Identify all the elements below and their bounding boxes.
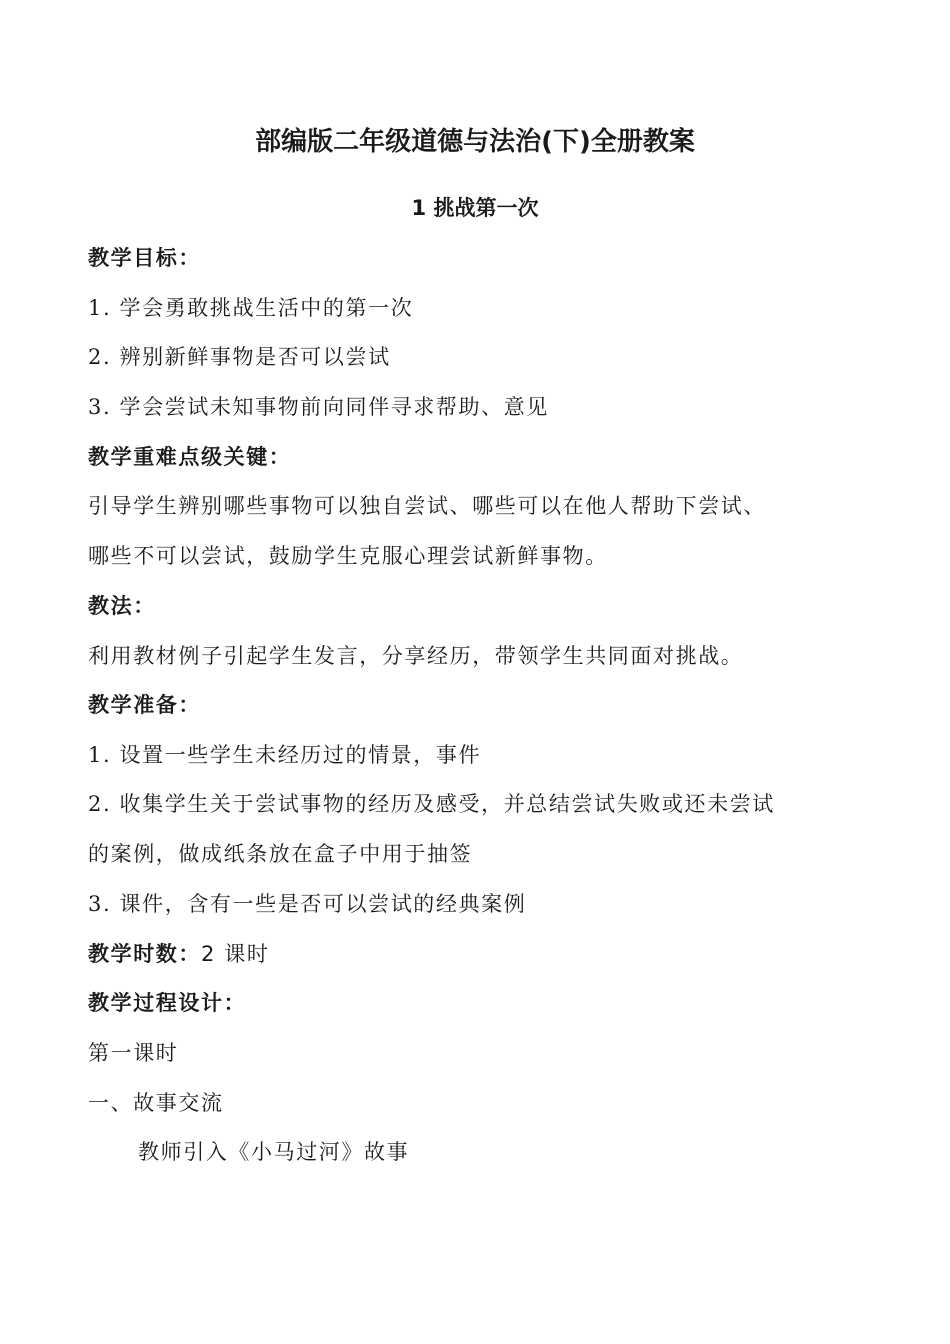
goal-item: 2. 辨别新鲜事物是否可以尝试 xyxy=(88,345,391,369)
key-points-heading: 教学重难点级关键： xyxy=(88,444,292,469)
prep-heading: 教学准备： xyxy=(88,692,201,717)
first-lesson-label: 第一课时 xyxy=(88,1041,179,1065)
process-heading: 教学过程设计： xyxy=(88,990,247,1015)
goal-item: 3. 学会尝试未知事物前向同伴寻求帮助、意见 xyxy=(88,395,549,419)
hours-heading: 教学时数： xyxy=(88,941,201,966)
goal-item: 1. 学会勇敢挑战生活中的第一次 xyxy=(88,296,414,320)
document-title: 部编版二年级道德与法治(下)全册教案 xyxy=(255,127,695,157)
key-points-line: 引导学生辨别哪些事物可以独自尝试、哪些可以在他人帮助下尝试、 xyxy=(88,494,766,518)
prep-line: 2. 收集学生关于尝试事物的经历及感受，并总结尝试失败或还未尝试 xyxy=(88,792,775,816)
section-one-heading: 一、故事交流 xyxy=(88,1091,224,1115)
prep-line: 3. 课件，含有一些是否可以尝试的经典案例 xyxy=(88,892,527,916)
hours-value: 2 课时 xyxy=(201,942,270,966)
hours-row xyxy=(88,938,878,970)
prep-line: 的案例，做成纸条放在盒子中用于抽签 xyxy=(88,842,473,866)
method-text: 利用教材例子引起学生发言，分享经历，带领学生共同面对挑战。 xyxy=(88,644,744,668)
key-points-line: 哪些不可以尝试，鼓励学生克服心理尝试新鲜事物。 xyxy=(88,544,608,568)
goals-heading: 教学目标： xyxy=(88,245,201,270)
story-intro: 教师引入《小马过河》故事 xyxy=(138,1140,410,1164)
lesson-title: 1 挑战第一次 xyxy=(411,196,539,220)
method-heading: 教法： xyxy=(88,593,156,618)
prep-line: 1. 设置一些学生未经历过的情景，事件 xyxy=(88,743,482,767)
